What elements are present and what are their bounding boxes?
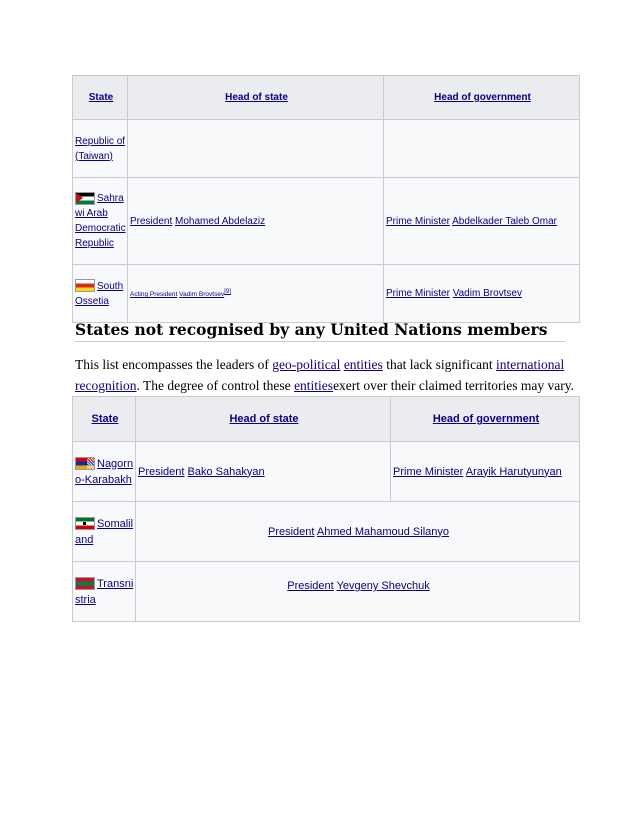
state-link-sadr[interactable]: Sahra wi Arab Democratic Republic — [75, 193, 126, 249]
transnistria-flag-icon — [75, 577, 95, 590]
header-head-of-government[interactable]: Head of government — [384, 76, 580, 120]
table-header-row — [73, 397, 580, 442]
header-head-of-government[interactable]: Head of government — [391, 397, 580, 442]
head-of-state-cell — [128, 178, 384, 265]
title-link[interactable]: President — [138, 465, 185, 478]
state-cell — [73, 562, 136, 622]
reference-link[interactable]: [9] — [224, 288, 231, 295]
nagorno-karabakh-flag-icon — [75, 457, 95, 470]
head-of-state-cell — [128, 265, 384, 323]
title-link[interactable]: President — [287, 580, 334, 592]
person-link[interactable]: Vadim Brovtsev — [179, 291, 225, 299]
title-link[interactable]: Acting President — [130, 291, 178, 299]
head-of-government-cell — [384, 120, 580, 178]
state-link-somaliland[interactable]: Somalil and — [75, 517, 134, 546]
somaliland-flag-icon — [75, 517, 95, 530]
head-of-state-and-government-cell — [136, 562, 580, 622]
head-of-government-cell — [384, 178, 580, 265]
person-link[interactable]: Ahmed Mahamoud Silanyo — [316, 525, 449, 538]
person-link[interactable]: Arayik Harutyunyan — [465, 465, 562, 478]
sadr-flag-icon — [75, 192, 95, 205]
title-link[interactable]: President — [267, 525, 315, 538]
header-head-of-state[interactable]: Head of state — [128, 76, 384, 120]
link-geo-political[interactable]: geo-political — [272, 357, 341, 372]
table-row — [73, 120, 580, 178]
state-link-taiwan[interactable]: Republic of (Taiwan) — [75, 135, 126, 162]
link-entities-2[interactable]: entities — [294, 378, 334, 393]
person-link[interactable]: Yevgeny Shevchuk — [336, 580, 430, 592]
head-of-government-cell — [384, 265, 580, 323]
unrecognized-states-table — [72, 396, 580, 622]
header-state[interactable]: State — [73, 76, 128, 120]
state-cell — [73, 178, 128, 265]
link-international[interactable]: international — [496, 357, 565, 372]
table-row — [73, 442, 580, 502]
table-row — [73, 178, 580, 265]
section-heading: States not recognised by any United Nations members — [75, 320, 565, 342]
section-paragraph: This list encompasses the leaders of geo-political entities that lack significant international recognition. The degree of control these entitiesexert over their claimed territories may vary. — [75, 357, 574, 393]
table-row — [73, 562, 580, 622]
state-cell — [73, 120, 128, 178]
south-ossetia-flag-icon — [75, 279, 95, 292]
link-entities[interactable]: entities — [343, 357, 383, 372]
state-link-transnistria[interactable]: Transni stria — [75, 577, 134, 606]
person-link[interactable]: Abdelkader Taleb Omar — [452, 215, 558, 227]
title-link[interactable]: Prime Minister — [386, 215, 450, 227]
head-of-state-and-government-cell — [136, 502, 580, 562]
state-link-south-ossetia[interactable]: South Ossetia — [75, 280, 124, 307]
title-link[interactable]: Prime Minister — [386, 288, 450, 299]
state-cell — [73, 442, 136, 502]
recognized-states-table — [72, 75, 580, 323]
link-recognition[interactable]: recognition — [75, 378, 137, 393]
state-cell — [73, 265, 128, 323]
person-link[interactable]: Vadim Brovtsev — [452, 288, 522, 299]
person-link[interactable]: Mohamed Abdelaziz — [175, 215, 266, 227]
table-row — [73, 265, 580, 323]
header-head-of-state[interactable]: Head of state — [136, 397, 391, 442]
title-link[interactable]: Prime Minister — [393, 465, 464, 478]
head-of-government-cell — [391, 442, 580, 502]
person-link[interactable]: Bako Sahakyan — [187, 465, 265, 478]
table-header-row — [73, 76, 580, 120]
table-row — [73, 502, 580, 562]
header-state[interactable]: State — [73, 397, 136, 442]
state-cell — [73, 502, 136, 562]
title-link[interactable]: President — [130, 215, 173, 227]
head-of-state-cell — [136, 442, 391, 502]
head-of-state-cell — [128, 120, 384, 178]
state-link-nagorno-karabakh[interactable]: Nagorn o-Karabakh — [75, 457, 134, 486]
